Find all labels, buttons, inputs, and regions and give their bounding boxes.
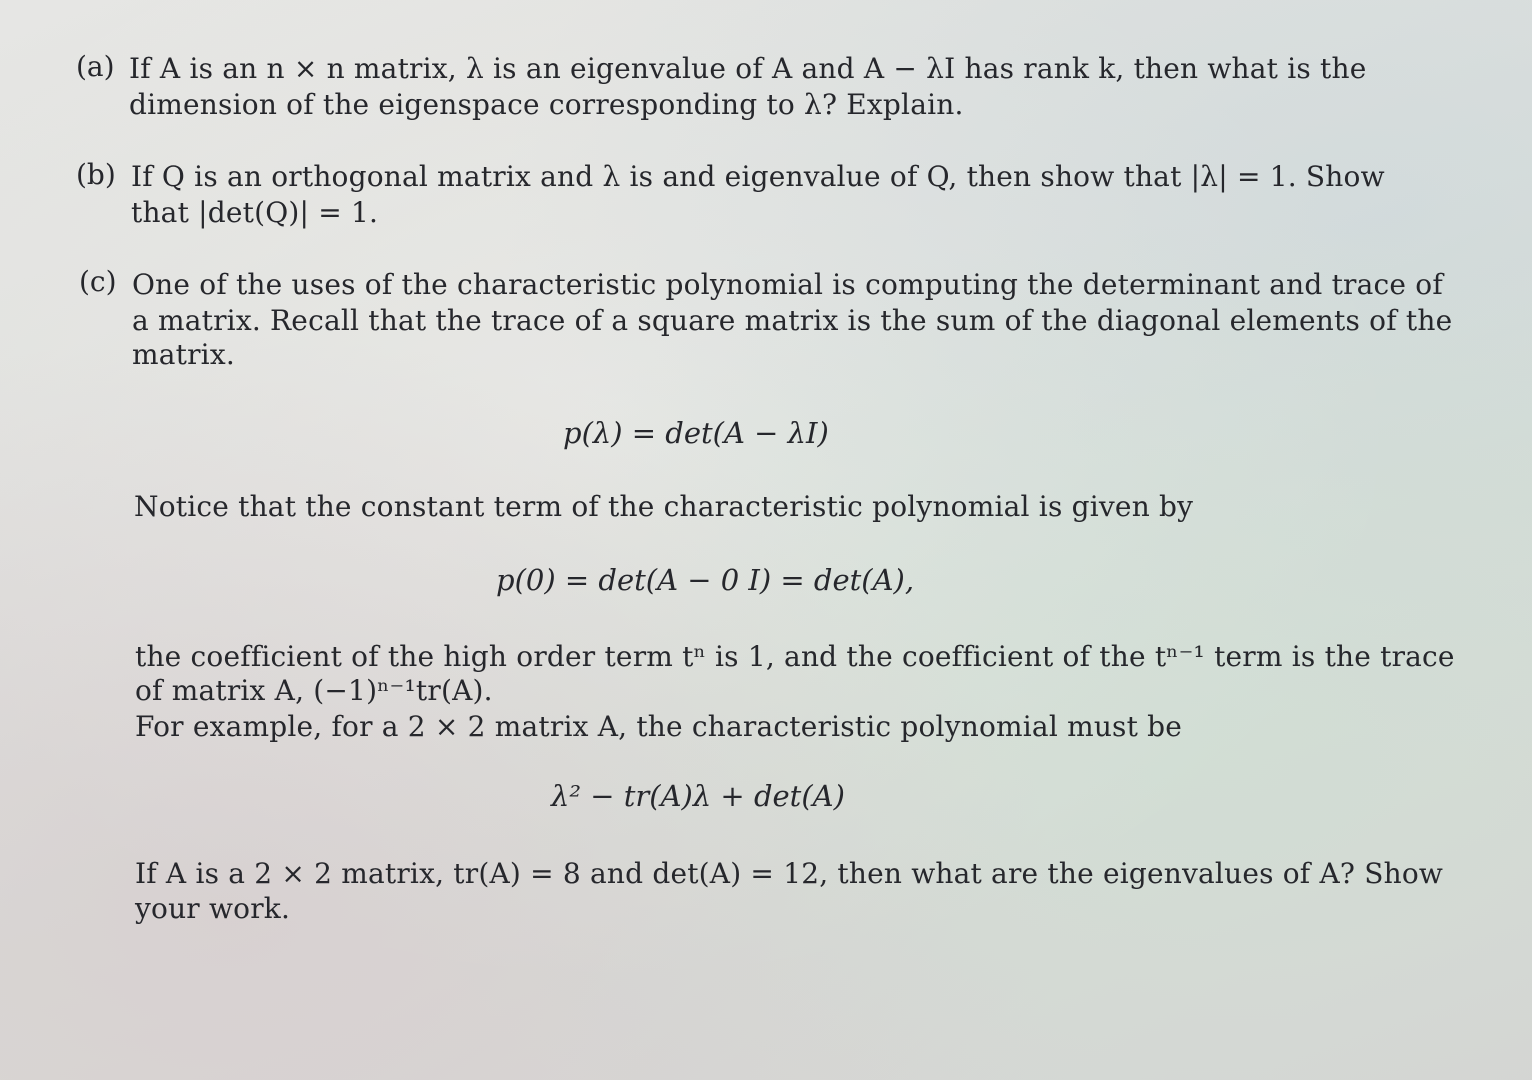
equation-constant-term: p(0) = det(A − 0 I) = det(A),	[496, 563, 915, 597]
question-line-1: If A is a 2 × 2 matrix, tr(A) = 8 and det(A) = 12, then what are the eigenvalues of A? Show	[135, 857, 1444, 890]
part-c-intro-line-2: a matrix. Recall that the trace of a square matrix is the sum of the diagonal elements of the	[132, 304, 1453, 337]
part-c-label: (c)	[79, 265, 117, 298]
equation-characteristic-polynomial: p(λ) = det(A − λI)	[563, 416, 829, 450]
coefficient-line-3: For example, for a 2 × 2 matrix A, the characteristic polynomial must be	[135, 710, 1183, 743]
part-a-line-1: If A is an n × n matrix, λ is an eigenvalue of A and A − λI has rank k, then what is the	[129, 52, 1367, 85]
question-line-2: your work.	[135, 892, 291, 925]
part-a-line-2: dimension of the eigenspace corresponding to λ? Explain.	[129, 88, 964, 121]
notice-line: Notice that the constant term of the characteristic polynomial is given by	[134, 490, 1194, 523]
coefficient-line-1: the coefficient of the high order term tⁿ is 1, and the coefficient of the tⁿ⁻¹ term is the trace	[135, 640, 1455, 673]
equation-2x2-polynomial: λ² − tr(A)λ + det(A)	[551, 779, 845, 813]
part-b-line-1: If Q is an orthogonal matrix and λ is and eigenvalue of Q, then show that |λ| = 1. Show	[131, 160, 1385, 193]
part-c-intro-line-3: matrix.	[132, 338, 235, 371]
part-b-line-2: that |det(Q)| = 1.	[131, 196, 379, 229]
part-c-intro-line-1: One of the uses of the characteristic polynomial is computing the determinant and trace of	[132, 268, 1443, 301]
part-b-label: (b)	[76, 158, 116, 191]
part-a-label: (a)	[76, 50, 115, 83]
coefficient-line-2: of matrix A, (−1)ⁿ⁻¹tr(A).	[135, 674, 493, 707]
